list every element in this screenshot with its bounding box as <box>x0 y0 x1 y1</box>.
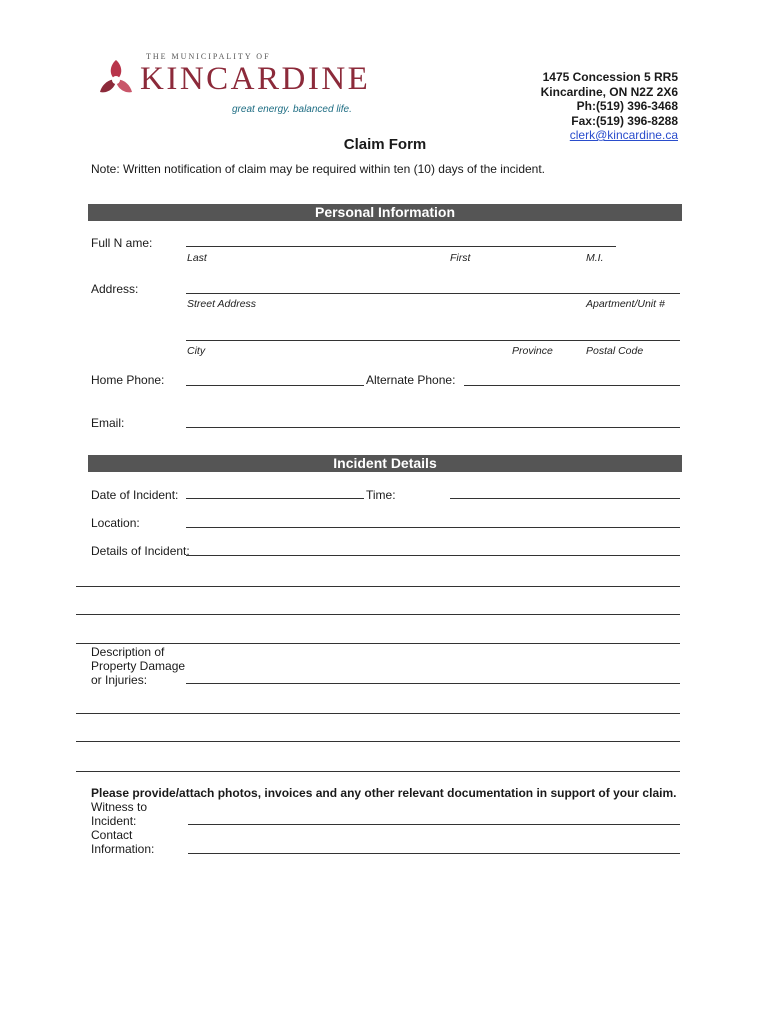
damage-label-line-2: Property Damage <box>91 659 186 673</box>
location-field[interactable] <box>186 527 680 528</box>
details-field-line-3[interactable] <box>76 614 680 615</box>
logo-name: KINCARDINE <box>140 61 371 97</box>
damage-description-label <box>91 645 185 687</box>
location-label: Location: <box>91 516 140 530</box>
time-label: Time: <box>366 488 396 502</box>
damage-field-line-3[interactable] <box>76 741 680 742</box>
fax-number: Fax:(519) 396-8288 <box>571 113 678 128</box>
contact-information-label <box>91 828 154 856</box>
contact-label-line-2: Information: <box>91 842 155 856</box>
address-label: Address: <box>91 282 139 296</box>
address-line-2: Kincardine, ON N2Z 2X6 <box>540 84 678 99</box>
contact-label-line-1: Contact <box>91 828 133 842</box>
claim-note: Note: Written notification of claim may be required within ten (10) days of the incident. <box>91 162 546 176</box>
first-name-caption: First <box>450 252 471 264</box>
damage-label-line-3: or Injuries: <box>91 673 148 687</box>
section-heading: Personal Information <box>314 204 456 220</box>
time-field[interactable] <box>450 498 680 499</box>
middle-initial-caption: M.I. <box>586 252 604 264</box>
attach-documents-note: Please provide/attach photos, invoices and any other relevant documentation in support of your claim. <box>91 786 677 800</box>
witness-label <box>91 800 147 828</box>
date-of-incident-label: Date of Incident: <box>91 488 179 502</box>
address-line-1: 1475 Concession 5 RR5 <box>542 70 678 84</box>
trillium-logo-icon <box>96 56 136 100</box>
city-province-postal-field[interactable] <box>186 340 680 341</box>
section-heading: Incident Details <box>333 455 437 471</box>
logo-tagline: great energy. balanced life. <box>232 104 352 115</box>
damage-field-line-1[interactable] <box>186 683 680 684</box>
phone-number: Ph:(519) 396-3468 <box>576 99 678 113</box>
email-link[interactable]: clerk@kincardine.ca <box>569 128 678 142</box>
email-field[interactable] <box>186 427 680 428</box>
details-field-line-4[interactable] <box>76 643 680 644</box>
date-of-incident-field[interactable] <box>186 498 364 499</box>
province-caption: Province <box>512 345 553 357</box>
municipality-logo <box>96 52 371 122</box>
city-caption: City <box>187 345 206 357</box>
home-phone-field[interactable] <box>186 385 364 386</box>
alternate-phone-field[interactable] <box>464 385 680 386</box>
witness-label-line-1: Witness to <box>91 800 148 814</box>
section-personal-information <box>88 204 682 221</box>
apartment-caption: Apartment/Unit # <box>586 298 665 310</box>
postal-code-caption: Postal Code <box>586 345 644 357</box>
details-of-incident-label: Details of Incident: <box>91 544 190 558</box>
damage-label-line-1: Description of <box>91 645 165 659</box>
street-address-field[interactable] <box>186 293 680 294</box>
home-phone-label: Home Phone: <box>91 373 165 387</box>
email-label: Email: <box>91 416 125 430</box>
damage-field-line-2[interactable] <box>76 713 680 714</box>
logo-prefix: THE MUNICIPALITY OF <box>146 52 271 61</box>
full-name-field[interactable] <box>186 246 616 247</box>
last-name-caption: Last <box>187 252 207 264</box>
witness-label-line-2: Incident: <box>91 814 137 828</box>
details-field-line-2[interactable] <box>76 586 680 587</box>
alternate-phone-label: Alternate Phone: <box>366 373 456 387</box>
contact-address-block <box>541 70 678 143</box>
witness-field[interactable] <box>188 824 680 825</box>
full-name-label: Full N ame: <box>91 236 153 250</box>
street-address-caption: Street Address <box>187 298 257 310</box>
details-field-line-1[interactable] <box>186 555 680 556</box>
damage-field-line-4[interactable] <box>76 771 680 772</box>
contact-information-field[interactable] <box>188 853 680 854</box>
section-incident-details <box>88 455 682 472</box>
page-title: Claim Form <box>343 136 427 153</box>
